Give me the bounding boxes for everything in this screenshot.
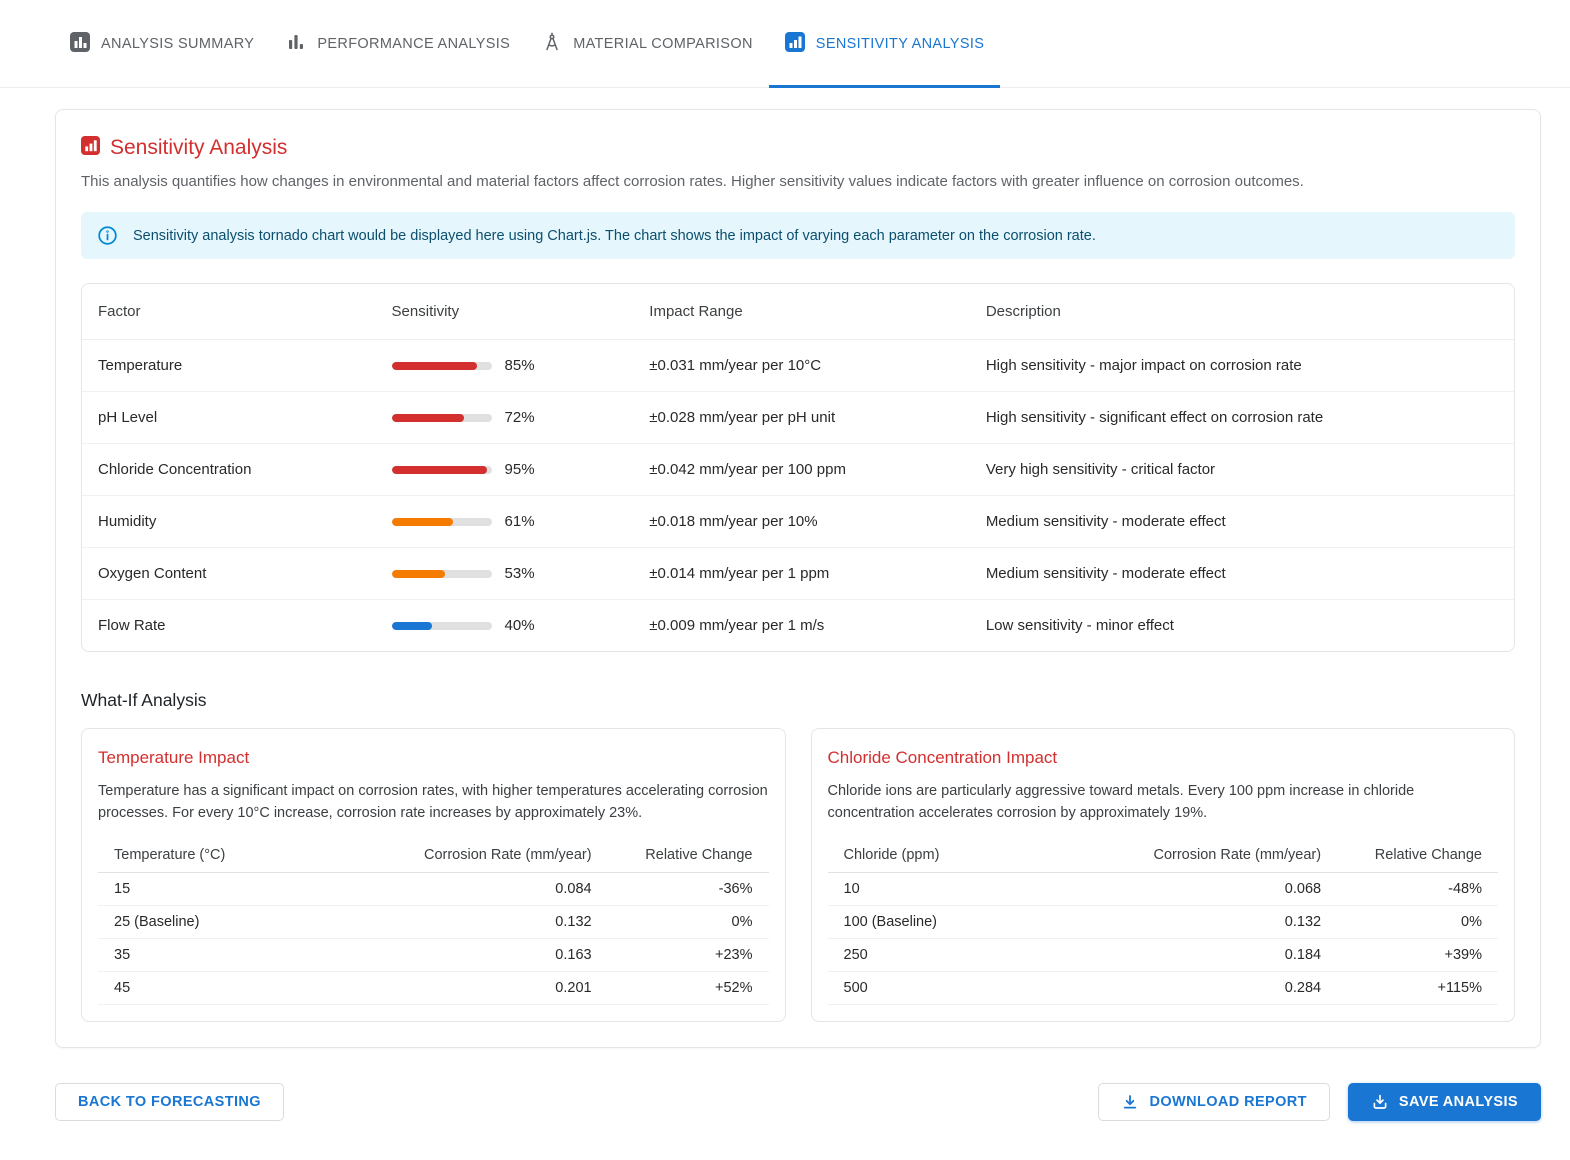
- column-header-factor: Factor: [82, 284, 376, 340]
- column-header-corrosion-rate: Corrosion Rate (mm/year): [1109, 838, 1337, 873]
- table-row: 15 0.084 -36%: [98, 872, 769, 905]
- tab-label: SENSITIVITY ANALYSIS: [815, 35, 985, 52]
- factor-description: High sensitivity - significant effect on corrosion rate: [970, 392, 1514, 444]
- temperature-impact-table: [98, 838, 769, 1005]
- tab-analysis-summary[interactable]: [54, 0, 270, 87]
- table-row: 100 (Baseline) 0.132 0%: [828, 905, 1499, 938]
- bar-chart-badge-icon: [70, 32, 90, 56]
- factor-description: Medium sensitivity - moderate effect: [970, 548, 1514, 600]
- impact-range: ±0.028 mm/year per pH unit: [633, 392, 970, 444]
- panel-title-row: [81, 136, 1515, 160]
- sensitivity-bar: [392, 466, 492, 474]
- column-header-description: Description: [970, 284, 1514, 340]
- sensitivity-value: 95%: [504, 461, 535, 478]
- table-header-row: [98, 838, 769, 873]
- info-banner-text: Sensitivity analysis tornado chart would be displayed here using Chart.js. The chart shows the impact of varying each parameter on the corrosion rate.: [133, 227, 1096, 244]
- tab-material-comparison[interactable]: [526, 0, 769, 87]
- tab-label: PERFORMANCE ANALYSIS: [317, 35, 511, 52]
- sensitivity-bar: [392, 518, 492, 526]
- table-row: 35 0.163 +23%: [98, 938, 769, 971]
- sensitivity-value: 61%: [504, 513, 535, 530]
- column-header-impact-range: Impact Range: [633, 284, 970, 340]
- download-button-label: DOWNLOAD REPORT: [1149, 1093, 1307, 1110]
- sensitivity-value: 53%: [504, 565, 535, 582]
- download-icon: [1121, 1093, 1139, 1111]
- sensitivity-bar: [392, 622, 492, 630]
- chloride-impact-table: [828, 838, 1499, 1005]
- card-title: Chloride Concentration Impact: [827, 748, 1058, 767]
- factor-description: High sensitivity - major impact on corrosion rate: [970, 340, 1514, 392]
- card-text: Temperature has a significant impact on corrosion rates, with higher temperatures accelerating corrosion processes. For every 10°C increase, corrosion rate increases by approximately 23%.: [98, 783, 768, 821]
- column-header-corrosion-rate: Corrosion Rate (mm/year): [380, 838, 608, 873]
- tab-bar: [0, 0, 1570, 88]
- info-icon: [97, 225, 118, 246]
- save-button-label: SAVE ANALYSIS: [1398, 1093, 1518, 1110]
- whatif-section-heading: What-If Analysis: [81, 690, 207, 710]
- back-button-label: BACK TO FORECASTING: [78, 1093, 261, 1110]
- save-icon: [1371, 1093, 1389, 1111]
- bar-chart-badge-icon: [81, 136, 100, 160]
- factor-name: pH Level: [82, 392, 376, 444]
- card-text: Chloride ions are particularly aggressive toward metals. Every 100 ppm increase in chloride concentration accelerates corrosion by approximately 19%.: [827, 783, 1415, 821]
- sensitivity-bar: [392, 414, 492, 422]
- download-report-button[interactable]: [1098, 1083, 1329, 1121]
- tab-label: ANALYSIS SUMMARY: [101, 35, 255, 52]
- factor-name: Chloride Concentration: [82, 444, 376, 496]
- table-row: [82, 548, 1514, 600]
- info-banner: [81, 212, 1515, 259]
- sensitivity-value: 40%: [504, 617, 535, 634]
- column-header-chloride: Chloride (ppm): [828, 838, 1110, 873]
- table-row: 25 (Baseline) 0.132 0%: [98, 905, 769, 938]
- chloride-impact-card: [811, 728, 1516, 1022]
- footer-actions: [55, 1083, 1541, 1121]
- impact-range: ±0.042 mm/year per 100 ppm: [633, 444, 970, 496]
- column-header-sensitivity: Sensitivity: [376, 284, 634, 340]
- tab-performance-analysis[interactable]: [270, 0, 526, 87]
- table-row: 500 0.284 +115%: [828, 971, 1499, 1004]
- table-row: [82, 600, 1514, 651]
- table-row: [82, 340, 1514, 392]
- compass-icon: [542, 32, 562, 56]
- factor-description: Low sensitivity - minor effect: [985, 617, 1174, 634]
- factor-name: Humidity: [82, 496, 376, 548]
- back-to-forecasting-button[interactable]: [55, 1083, 284, 1121]
- column-header-temperature: Temperature (°C): [98, 838, 380, 873]
- temperature-impact-card: [81, 728, 786, 1022]
- sensitivity-value: 72%: [504, 409, 535, 426]
- sensitivity-bar: [392, 362, 492, 370]
- factor-name: Flow Rate: [98, 617, 166, 634]
- tab-sensitivity-analysis[interactable]: [769, 0, 1000, 87]
- table-row: 250 0.184 +39%: [828, 938, 1499, 971]
- column-header-relative-change: Relative Change: [1337, 838, 1498, 873]
- impact-range: ±0.014 mm/year per 1 ppm: [633, 548, 970, 600]
- sensitivity-factors-table: [81, 283, 1515, 652]
- table-row: 45 0.201 +52%: [98, 971, 769, 1004]
- bar-chart-icon: [286, 32, 306, 56]
- table-row: [82, 392, 1514, 444]
- factor-description: Medium sensitivity - moderate effect: [970, 496, 1514, 548]
- table-header-row: [828, 838, 1499, 873]
- table-row: [82, 496, 1514, 548]
- factor-description: Very high sensitivity - critical factor: [970, 444, 1514, 496]
- table-row: 10 0.068 -48%: [828, 872, 1499, 905]
- table-row: [82, 444, 1514, 496]
- page-title: Sensitivity Analysis: [110, 136, 288, 159]
- sensitivity-value: 85%: [504, 357, 535, 374]
- impact-range: ±0.031 mm/year per 10°C: [633, 340, 970, 392]
- bar-chart-badge-icon: [785, 32, 805, 56]
- card-title: Temperature Impact: [98, 748, 250, 767]
- impact-range: ±0.018 mm/year per 10%: [633, 496, 970, 548]
- impact-range: ±0.009 mm/year per 1 m/s: [649, 617, 825, 634]
- save-analysis-button[interactable]: [1348, 1083, 1541, 1121]
- factor-name: Oxygen Content: [82, 548, 376, 600]
- table-header-row: [82, 284, 1514, 340]
- panel-description: This analysis quantifies how changes in environmental and material factors affect corrosion rates. Higher sensitivity values indicate factors with greater influence on corrosion outcomes.: [81, 173, 1304, 190]
- tab-label: MATERIAL COMPARISON: [573, 35, 753, 52]
- sensitivity-bar: [392, 570, 492, 578]
- sensitivity-analysis-panel: [55, 109, 1541, 1048]
- column-header-relative-change: Relative Change: [608, 838, 769, 873]
- factor-name: Temperature: [82, 340, 376, 392]
